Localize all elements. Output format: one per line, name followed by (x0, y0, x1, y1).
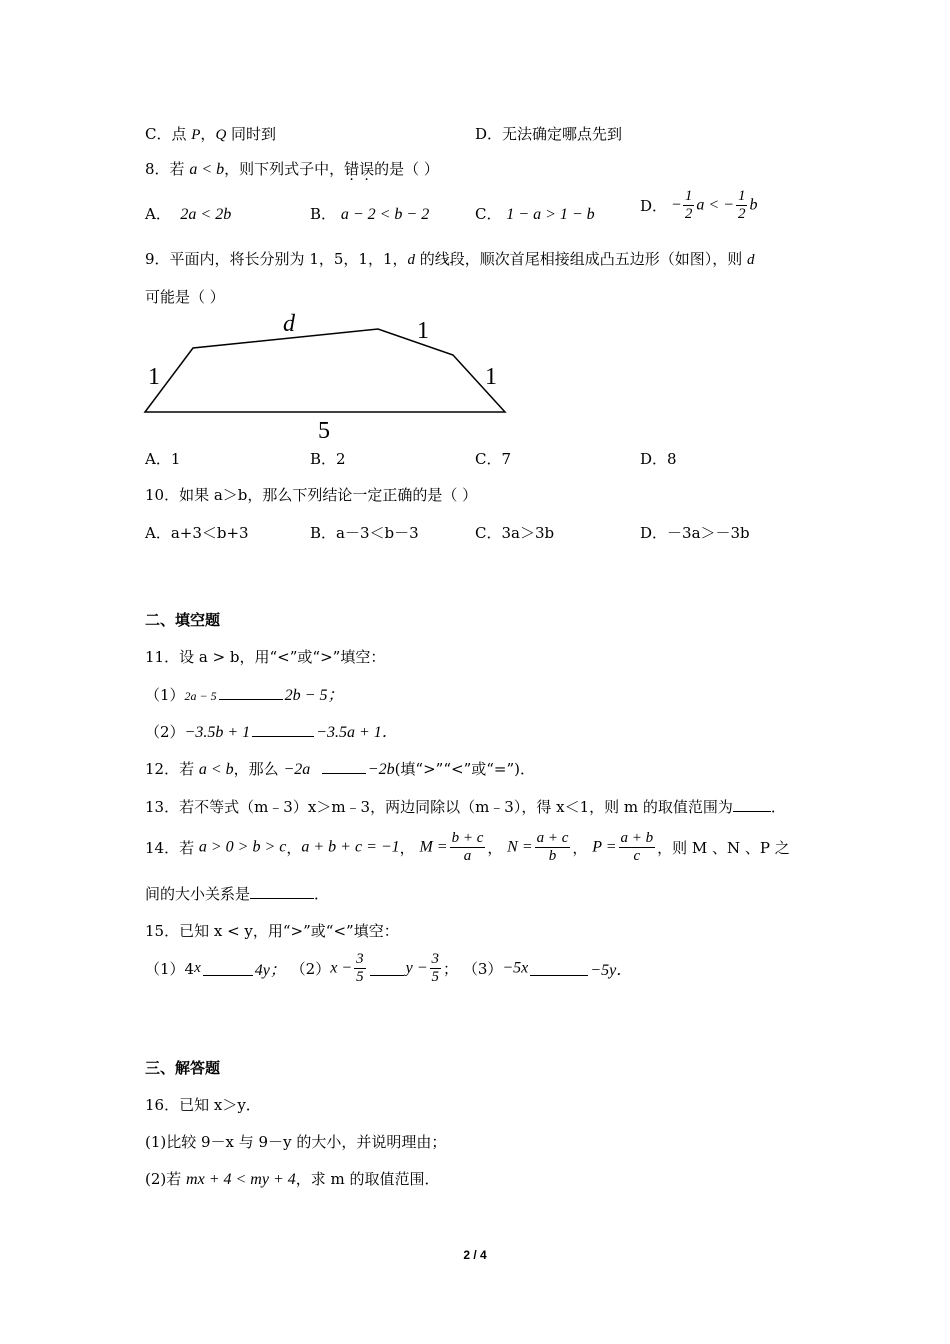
pentagon-figure (130, 310, 530, 450)
label-right-side: 1 (485, 364, 497, 390)
q9-option-b: B．2 (310, 450, 346, 468)
q11-stem: 11．设 a > b，用“<”或“>”填空： (145, 648, 386, 666)
q16-stem: 16．已知 x＞y． (145, 1096, 261, 1114)
q16-part2: (2)若 mx + 4 < my + 4，求 m 的取值范围． (145, 1170, 440, 1188)
q9-stem-line2: 可能是（ ） (145, 288, 225, 306)
label-top-side: d (283, 311, 295, 337)
pentagon-shape (145, 329, 505, 412)
label-bottom-side: 5 (318, 418, 330, 444)
q8-option-c: C． 1 − a > 1 − b (475, 205, 595, 223)
q9-stem-line1: 9．平面内，将长分别为 1，5，1，1，d 的线段，顺次首尾相接组成凸五边形（如图），则 d (145, 250, 755, 268)
q11-part2: （2）−3.5b + 1 −3.5a + 1． (145, 723, 398, 741)
q10-stem: 10．如果 a＞b，那么下列结论一定正确的是（ ） (145, 486, 478, 504)
q7-option-c: C．点 P，Q 同时到 (145, 125, 277, 143)
q7-option-d: D．无法确定哪点先到 (475, 125, 623, 143)
q14-stem-line1: 14．若 a > 0 > b > c，a + b + c = −1， M = $\frac{b + c}{a}$ ， N = $\frac{a + c}{b}$ ， P = $\frac{a + b}{c}$ ，则 M 、N 、P 之 (145, 830, 790, 864)
label-right-top-side: 1 (417, 318, 429, 344)
q8-option-a: A． 2a < 2b (145, 205, 232, 223)
section-2-heading: 二、填空题 (145, 611, 221, 629)
q14-stem-line2: 间的大小关系是 ． (145, 885, 330, 903)
q11-part1: （1）2a − 5 2b − 5； (145, 686, 344, 704)
q9-option-d: D．8 (640, 450, 677, 468)
q8-option-b: B． a − 2 < b − 2 (310, 205, 430, 223)
label-left-side: 1 (148, 364, 160, 390)
q12-stem: 12．若 a < b，那么 −2a −2b(填“>”“<”或“=”)． (145, 760, 535, 778)
q16-part1: (1)比较 9－x 与 9－y 的大小，并说明理由； (145, 1133, 447, 1151)
q10-option-d: D．－3a＞－3b (640, 524, 750, 542)
section-3-heading: 三、解答题 (145, 1059, 221, 1077)
q8-stem: 8．若 a < b，则下列式子中，错误的是（ ） (145, 160, 439, 178)
q9-option-a: A．1 (145, 450, 181, 468)
q15-stem: 15．已知 x < y，用“>”或“<”填空： (145, 922, 399, 940)
q13-stem: 13．若不等式（m﹣3）x＞m﹣3，两边同除以（m﹣3），得 x＜1，则 m 的取值范围为 ． (145, 798, 786, 816)
q10-option-b: B．a－3＜b－3 (310, 524, 419, 542)
q10-option-c: C．3a＞3b (475, 524, 555, 542)
page-number: 2 / 4 (463, 1248, 487, 1262)
q8-option-d: D． − $\frac{1}{2}$ a < − $\frac{1}{2}$ b (640, 188, 758, 222)
q9-option-c: C．7 (475, 450, 512, 468)
q10-option-a: A．a+3＜b+3 (145, 524, 249, 542)
q15-parts: （1）4x 4y； （2）x − $\frac{3}{5}$ y − $\frac{3}{5}$ ； （3）−5x −5y． (145, 951, 633, 985)
